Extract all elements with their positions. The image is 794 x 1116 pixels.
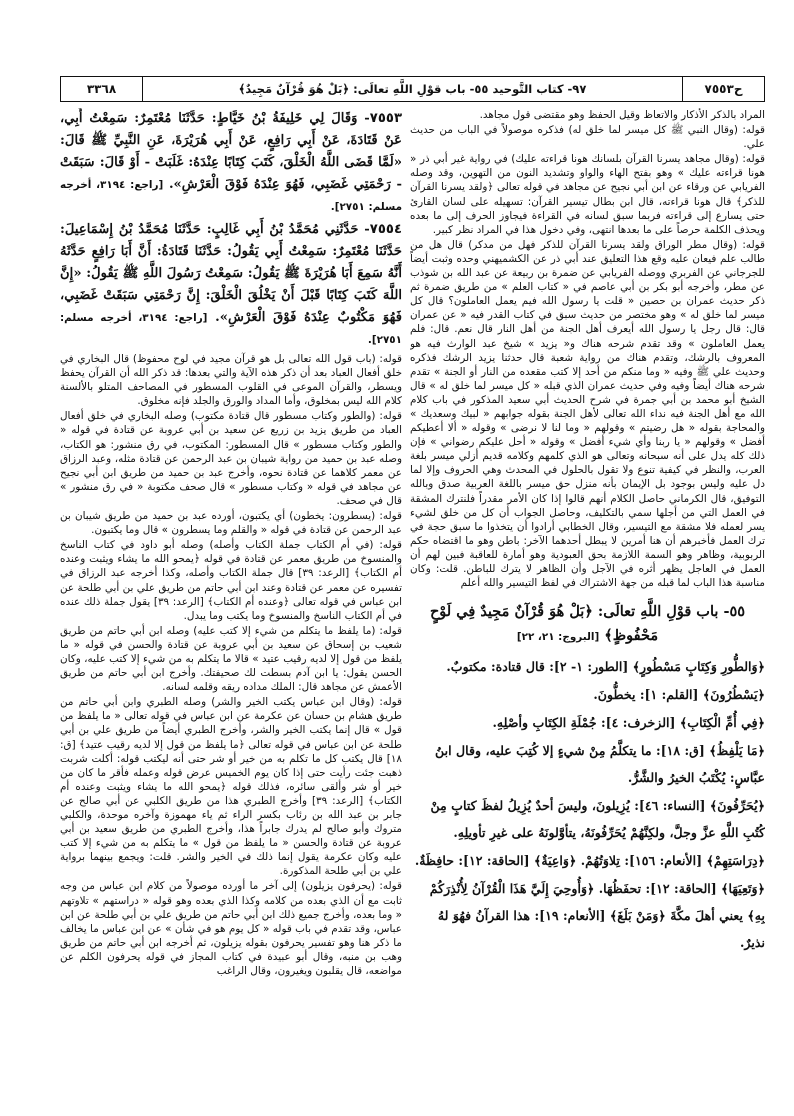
hadith-text: - حَدَّثَنِي مُحَمَّدُ بْنُ أَبِي غَالِبٍ: حَدَّثَنَا مُحَمَّدُ بْنُ إِسْمَاعِيلَ: حَدَّثَنَا مُعْتَمِرٌ: سَمِعْتُ أَبِي يَقُولُ: حَدَّثَنَا قَتَادَةُ: أَنَّ أَبَا رَافِعٍ حَدَّثَهُ أَنَّهُ سَمِعَ أَبَا هُرَيْرَةَ ﷺ يَقُولُ: سَمِعْتُ رَسُولَ اللَّهِ ﷺ يَقُولُ: «إِنَّ اللَّهَ كَتَبَ كِتَابًا قَبْلَ أَنْ يَخْلُقَ الْخَلْقَ: إِنَّ رَحْمَتِي سَبَقَتْ غَضَبِي، فَهُوَ مَكْتُوبٌ عِنْدَهُ فَوْقَ الْعَرْشِ».	[60, 222, 402, 325]
quote-line: ﴿وَالطُّورِ وَكِتَابٍ مَسْطُورٍ﴾ [الطور: ١- ٢]: قال قتادة: مكتوبٌ.	[446, 659, 765, 675]
commentary-paragraph: المراد بالذكر الأذكار والاتعاظ وقيل الحفظ وهو مقتضى قول مجاهد.	[479, 109, 765, 121]
commentary-paragraph: قوله: (في أم الكتاب جملة الكتاب وأصله) وصله أبو داود في كتاب الناسخ والمنسوخ من طريق معمر عن قتادة في قوله ﴿يمحو الله ما يشاء ويثبت وعنده أم الكتاب﴾ [الرعد: ٣٩] قال جملة الكتاب وأصله، وكذا أخرجه عبد الرزاق في تفسيره عن معمر عن قتادة وعند ابن أبي حاتم من طريق علي بن أبي طلحة عن ابن عباس في قوله تعالى ﴿وعنده أم الكتاب﴾ [الرعد: ٣٩] يقول جملة ذلك عنده في أم الكتاب الناسخ والمنسوخ وما يكتب وما يبدل.	[60, 539, 402, 622]
page-number: ٣٣٦٨	[61, 77, 143, 101]
quote-line: ﴿وَتَعِيَهَا﴾ [الحاقة: ١٢]: تحفَظُهَا. ﴿وَأُوحِيَ إِلَيَّ هَذَا الْقُرْآنُ لِأُنْذِرَكُمْ بِهِ﴾ يعني أهلَ مكَّةَ ﴿وَمَنْ بَلَغَ﴾ [الأنعام: ١٩]: هذا القرآنُ فهُوَ لهُ نذيرٌ.	[429, 881, 765, 951]
quote-line: ﴿يَسْطُرُونَ﴾ [القلم: ١]: يخطُّونَ.	[593, 687, 765, 703]
quote-line: ﴿دِرَاسَتِهِمْ﴾ [الأنعام: ١٥٦]: تِلاوَتُهُمْ. ﴿وَاعِيَةٌ﴾ [الحاقة: ١٢]: حافِظَةٌ.	[414, 853, 765, 869]
hadith-text: - وَقَالَ لِي خَلِيفَةُ بْنُ خَيَّاطٍ: حَدَّثَنَا مُعْتَمِرٌ: سَمِعْتُ أَبِي، عَنْ قَتَادَةَ، عَنْ أَبِي رَافِعٍ، عَنْ أَبِي هُرَيْرَةَ، عَنِ النَّبِيِّ ﷺ قَالَ: «لَمَّا قَضَى اللَّهُ الْخَلْقَ، كَتَبَ كِتَابًا عِنْدَهُ: غَلَبَتْ - أَوْ قَالَ: سَبَقَتْ - رَحْمَتِي غَضَبِي، فَهُوَ عِنْدَهُ فَوْقَ الْعَرْشِ».	[60, 111, 402, 192]
running-chapter-title: ٩٧- كتاب التَّوحيد ٥٥- باب قوْلِ اللَّهِ تعالَى: ﴿بَلْ هُوَ قُرْآنٌ مَجِيدٌ﴾	[238, 82, 587, 96]
commentary-paragraph: قوله: (والطور وكتاب مسطور قال قتادة مكتوب) وصله البخاري في خلق أفعال العباد من طريق يزيد بن زريع عن سعيد بن أبي عروبة عن قتادة في قوله « والطور وكتاب مسطور » قال المسطور: المكتوب، في رق منشور: هو الكتاب، وصله عبد بن حميد من رواية شيبان بن عبد الرحمن عن قتادة مثله، وعبد الرزاق عن معمر كلاهما عن قتادة نحوه، وأخرج عبد بن حميد من طريق ابن أبي نجيح عن مجاهد في قوله « وكتاب مسطور » قال صحف مكتوبة « في رق منشور » قال في صحف.	[60, 410, 402, 507]
commentary-paragraph: قوله: (ما يلفظ ما يتكلم من شيء إلا كتب عليه) وصله ابن أبي حاتم من طريق شعيب بن إسحاق عن سعيد بن أبي عروبة عن قتادة والحسن في قوله « ما يلفظ من قول إلا لديه رقيب عتيد » قالا ما يتكلم به من شيء إلا كتب عليه، وكان الحسن يقول: يا ابن آدم بسطت لك صحيفتك. وأخرج ابن أبي حاتم من طريق الأعمش عن مجاهد قال: الملك مداده ريقه وقلمه لسانه.	[60, 624, 402, 694]
chapter-heading-text: ٥٥- باب قوْلِ اللَّهِ تعالَى: ﴿بَلْ هُوَ قُرْآنٌ مَجِيدٌ فِي لَوْحٍ مَحْفُوظٍ﴾	[429, 603, 746, 645]
hadith-range-label: ح٧٥٥٣	[682, 77, 764, 101]
quote-line: ﴿فِي أُمِّ الْكِتَابِ﴾ [الزخرف: ٤]: جُمْلَةِ الكِتَابِ وأصْلِهِ.	[492, 715, 765, 731]
commentary-paragraph: قوله: (يحرفون يزيلون) إلى آخر ما أورده موصولاً من كلام ابن عباس من وجه ثابت مع أن الذي بعده من كلامه وكذا الذي بعده وهو قوله « دراستهم » تلاوتهم « وما بعده، وأخرج جميع ذلك ابن أبي حاتم من طريق علي بن أبي طلحة عن ابن عباس، وقد تقدم في باب قوله « كل يوم هو في شأن » عن ابن عباس ما يخالف ما ذكر هنا وهو تفسير يحرفون بقوله يزيلون، ثم أخرجه ابن أبي حاتم من طريق وهب بن منبه، وقال أبو عبيدة في كتاب المجاز في قوله يحرفون الكلم عن مواضعه، قال يقلبون ويغيرون، وقال الراغب	[60, 880, 402, 978]
commentary-paragraph: قوله: (يسطرون: يخطون) أي يكتبون، أورده عبد بن حميد من طريق شيبان بن عبد الرحمن عن قتادة في قوله « والقلم وما يسطرون » قال وما يكتبون.	[60, 510, 402, 537]
quote-line: ﴿يُحَرِّفُونَ﴾ [النساء: ٤٦]: يُزِيلونَ، وليسَ أحدٌ يُزِيلُ لفظَ كتابٍ مِنْ كُتُبِ اللَّهِ عزَّ وجلَّ، ولكِنَّهُمْ يُحَرِّفُونَهُ، يتأوَّلونَهُ على غيرِ تأويلِهِ.	[430, 798, 765, 841]
hadith-reference: [راجع: ٣١٩٤، أخرجه مسلم: ٢٧٥١].	[60, 179, 402, 213]
commentary-paragraph: قوله: (باب قول الله تعالى بل هو قرآن مجيد في لوح محفوظ) قال البخاري في خلق أفعال العباد بعد أن ذكر هذه الآية والتي بعدها: قد ذكر الله أن القرآن يحفظ ويسطر، والقرآن الموعى في القلوب المسطور في المصاحف المتلو بالألسنة كلام الله ليس بمخلوق، وأما المداد والورق والجلد فإنه مخلوق.	[60, 353, 402, 408]
hadith-number: ٧٥٥٤	[369, 222, 402, 237]
hadith-reference: [راجع: ٣١٩٤، أخرجه مسلم: ٢٧٥١].	[60, 312, 402, 346]
hadith-number: ٧٥٥٣	[369, 111, 402, 126]
quote-line: ﴿مَا يَلْفِظُ﴾ [ق: ١٨]: ما يتكلَّمُ مِنْ شيءٍ إلا كُتِبَ عليه، وقال ابنُ عبَّاسٍ: يُكْتَبُ الخيرُ والشَّرُّ.	[435, 743, 765, 786]
hadith-block	[60, 219, 402, 351]
commentary-paragraph: قوله: (وقال مطر الوراق ولقد يسرنا القرآن للذكر فهل من مدكر) قال هل من طالب علم فيعان عليه وقع هذا التعليق عند أبي ذر عن الكشميهني وحده وثبت أيضاً للجرجاني عن الفربري ووصله الفريابي عن ضمرة بن ربيعة عن عبد الله بن شوذب عن مطر، وأخرجه أبو بكر بن أبي عاصم في « كتاب العلم » من طريق ضمرة ثم ذكر حديث عمران بن حصين « قلت يا رسول الله فيم يعمل العاملون؟ قال كل ميسر لما خلق له » وهو مختصر من حديث سبق في كتاب القدر فيه « عن عمران قال: قال رجل يا رسول الله أيعرف أهل الجنة من أهل النار قال نعم. قال: فلم يعمل العاملون » وقد تقدم شرحه هناك و« يزيد » شيخ عبد الوارث فيه هو المعروف بالرشك، وتقدم هناك من رواية شعبة قال حدثنا يزيد الرشك فذكره وحديث علي ﷺ وفيه « وما منكم من أحد إلا كتب مقعده من النار أو الجنة » تقدم شرحه هناك أيضاً وفيه وفي حديث عمران الذي قبله « كل ميسر لما خلق له » قال الشيخ أبو محمد بن أبي جمرة في شرح الحديث أبي سعيد المذكور في باب كلام الله مع أهل الجنة فيه نداء الله تعالى لأهل الجنة بقوله جوابهم « لبيك وسعديك » والمحاجة بقوله « هل رضيتم » وقولهم « وما لنا لا نرضى » وقوله « ألا أعطيكم أفضل » وقولهم « يا ربنا وأي شيء أفضل » وقوله « أحل عليكم رضواني » فإن ذلك كله يدل على أنه سبحانه وتعالى هو الذي كلمهم وكلامه قديم أزلي ميسر بلغة العرب، والنظر في كيفية تنوع ولا تقول بالحلول في المحدث وهي الحروف وإلا لما دل عليه وليس بوجود بل الإيمان بأنه منزل حق ميسر باللغة العربية صدق وبالله التوفيق، قال الكرماني حاصل الكلام أنهم قالوا إذا كان الأمر مقدراً فلنترك المشقة في العمل التي من أجلها سمي بالتكليف، وحاصل الجواب أن كل من خلق لشيء يسر لعمله فلا مشقة مع التيسير، وقال الخطابي أرادوا أن يتخذوا ما سبق حجة في ترك العمل فأخبرهم أن هنا أمرين لا يبطل أحدهما الآخر: باطن وهو ما اقتضاه حكم الربوبية، وظاهر وهو السمة اللازمة بحق العبودية وهو أمارة للعاقبة فبين لهم أن العمل في العاجل يظهر أثره في الآجل وأن الظاهر لا يترك للباطن. قلت: وكان مناسبة هذا الباب لما قبله من جهة الاشتراك في لفظ التيسير والله أعلم	[410, 238, 765, 590]
page-header	[60, 76, 765, 102]
commentary-paragraph: قوله: (وقال النبي ﷺ كل ميسر لما خلق له) فذكره موصولاً في الباب من حديث علي.	[410, 124, 765, 151]
commentary-paragraph: قوله: (وقال مجاهد يسرنا القرآن بلسانك هونا قراءته عليك) في رواية غير أبي ذر « هونا قراءته عليك » وهو بفتح الهاء والواو وتشديد النون من التهوين، وقد وصله الفريابي عن ورقاء عن ابن أبي نجيح عن مجاهد في قوله تعالى ﴿ولقد يسرنا القرآن للذكر﴾ قال هونا قراءته، قال ابن بطال تيسير القرآن: تسهيله على لسان القارئ حتى يسارع إلى قراءته فربما سبق لسانه في القراءة فيجاوز الحرف إلى ما بعده ويحذف الكلمة حرصاً على ما بعدها انتهى، وفي دخول هذا في المراد نظر كبير.	[410, 153, 765, 236]
commentary-paragraph: قوله: (وقال ابن عباس يكتب الخير والشر) وصله الطبري وابن أبي حاتم من طريق هشام بن حسان عن عكرمة عن ابن عباس في قوله تعالى « ما يلفظ من قول » قال إنما يكتب الخير والشر، وأخرج الطبري أيضاً من طريق علي بن أبي طلحة عن ابن عباس في قوله تعالى ﴿ما يلفظ من قول إلا لديه رقيب عتيد﴾ [ق: ١٨] قال يكتب كل ما تكلم به من خير أو شر حتى أنه ليكتب قوله: أكلت شربت ذهبت جئت رأيت حتى إذا كان يوم الخميس عرض قوله وعمله فأقر ما كان من خير أو شر وألقى سائره، فذلك قوله ﴿يمحو الله ما يشاء ويثبت وعنده أم الكتاب﴾ [الرعد: ٣٩] وأخرج الطبري هذا من طريق الكلبي عن أبي صالح عن جابر بن عبد الله بن رئاب بكسر الراء ثم ياء مهموزة وآخره موحدة، والكلبي متروك وأبو صالح لم يدرك جابراً هذا، وأخرج الطبري من طريق سعيد بن أبي عروبة عن قتادة والحسن « ما يلفظ من قول » ما يتكلم به من شيء إلا كتب عليه وكان عكرمة يقول إنما ذلك في الخير والشر. قلت: ويجمع بينهما برواية علي بن أبي طلحة المذكورة.	[60, 696, 402, 878]
chapter-heading	[410, 600, 765, 649]
chapter-heading-ref: [البروج: ٢١، ٢٢]	[516, 631, 600, 644]
right-column	[410, 108, 765, 1103]
left-column	[60, 108, 402, 1103]
hadith-block	[60, 108, 402, 218]
